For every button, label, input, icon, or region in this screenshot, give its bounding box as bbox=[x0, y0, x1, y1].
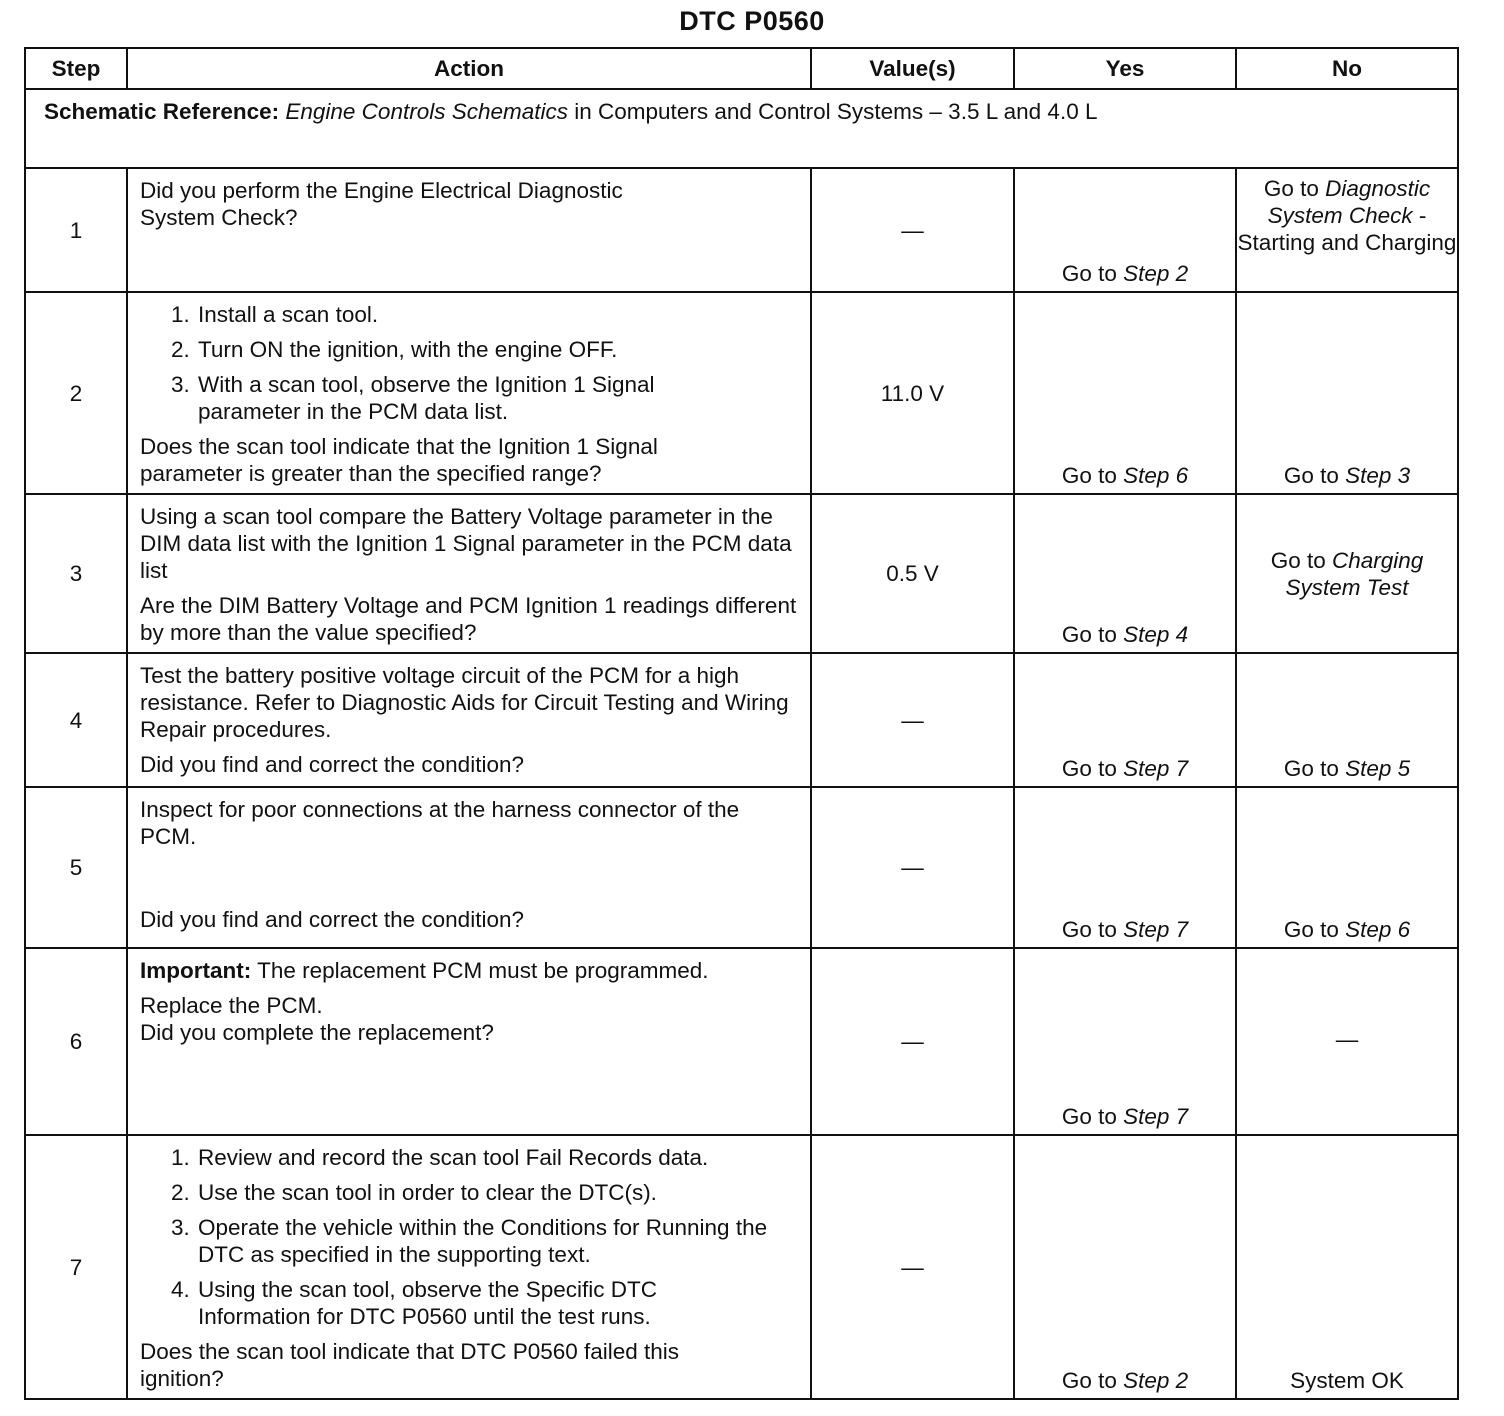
list-item: 4. Using the scan tool, observe the Specific DTC Information for DTC P0560 until the test runs. bbox=[196, 1276, 800, 1330]
table-row bbox=[25, 948, 1458, 1135]
yes-cell bbox=[1014, 494, 1236, 653]
no-prefix: Go to bbox=[1283, 917, 1346, 942]
yes-prefix: Go to bbox=[1061, 622, 1124, 647]
action-list bbox=[140, 301, 800, 425]
yes-step-link[interactable]: Step 2 bbox=[1123, 1368, 1189, 1393]
important-label: Important: bbox=[140, 958, 252, 983]
value-cell: 0.5 V bbox=[811, 494, 1014, 653]
yes-cell bbox=[1014, 1135, 1236, 1399]
no-step-link[interactable]: Step 3 bbox=[1345, 463, 1411, 488]
action-question: Did you find and correct the condition? bbox=[140, 752, 524, 777]
no-cell: System OK bbox=[1236, 1135, 1458, 1399]
action-text: Test the battery positive voltage circuit of the PCM for a high resistance. Refer to Diagnostic Aids for Circuit Testing and Wiring Repair procedures. bbox=[140, 663, 789, 742]
action-cell bbox=[127, 787, 811, 948]
important-text: The replacement PCM must be programmed. bbox=[251, 958, 709, 983]
action-question: Did you find and correct the condition? bbox=[140, 907, 524, 932]
step-number: 4 bbox=[25, 653, 127, 787]
no-cell bbox=[1236, 653, 1458, 787]
no-prefix: Go to bbox=[1270, 547, 1332, 573]
no-step-link[interactable]: Step 6 bbox=[1345, 917, 1411, 942]
no-ref-link[interactable]: Charging System Test bbox=[1285, 547, 1424, 600]
yes-step-link[interactable]: Step 7 bbox=[1123, 917, 1189, 942]
action-text: Replace the PCM. bbox=[140, 993, 323, 1018]
yes-prefix: Go to bbox=[1061, 261, 1124, 286]
value-cell: — bbox=[811, 653, 1014, 787]
header-step: Step bbox=[25, 48, 127, 89]
action-question: Does the scan tool indicate that the Ignition 1 Signal parameter is greater than the specified range? bbox=[140, 434, 658, 486]
yes-step-link[interactable]: Step 6 bbox=[1123, 463, 1189, 488]
no-prefix: Go to bbox=[1263, 176, 1326, 201]
value-cell: — bbox=[811, 1135, 1014, 1399]
action-list bbox=[140, 1144, 800, 1330]
action-text: Using a scan tool compare the Battery Voltage parameter in the DIM data list with the Ignition 1 Signal parameter in the PCM data list bbox=[140, 504, 792, 583]
action-cell bbox=[127, 168, 811, 292]
action-cell bbox=[127, 494, 811, 653]
schematic-label: Schematic Reference: bbox=[44, 99, 280, 124]
list-item: 3. Operate the vehicle within the Conditions for Running the DTC as specified in the supporting text. bbox=[196, 1214, 800, 1268]
yes-cell bbox=[1014, 292, 1236, 494]
action-text: Did you perform the Engine Electrical Diagnostic System Check? bbox=[140, 178, 623, 230]
no-cell bbox=[1236, 787, 1458, 948]
action-cell bbox=[127, 653, 811, 787]
table-row bbox=[25, 494, 1458, 653]
action-cell bbox=[127, 948, 811, 1135]
header-values: Value(s) bbox=[811, 48, 1014, 89]
yes-prefix: Go to bbox=[1061, 463, 1124, 488]
yes-prefix: Go to bbox=[1061, 1104, 1124, 1129]
diagnostic-table bbox=[24, 47, 1459, 1400]
schematic-ref-link[interactable]: Engine Controls Schematics bbox=[285, 99, 569, 124]
action-question: Does the scan tool indicate that DTC P0560 failed this ignition? bbox=[140, 1339, 680, 1391]
page-title: DTC P0560 bbox=[679, 6, 825, 36]
schematic-reference bbox=[25, 89, 1458, 168]
list-item: 1. Install a scan tool. bbox=[196, 301, 800, 328]
schematic-ref-rest: in Computers and Control Systems – 3.5 L and 4.0 L bbox=[568, 99, 1098, 124]
no-suffix: - Starting and Charging bbox=[1237, 203, 1457, 255]
schematic-row bbox=[25, 89, 1458, 168]
yes-step-link[interactable]: Step 4 bbox=[1123, 622, 1189, 647]
no-cell bbox=[1236, 292, 1458, 494]
table-row bbox=[25, 1135, 1458, 1399]
list-item: 2. Use the scan tool in order to clear the DTC(s). bbox=[196, 1179, 800, 1206]
yes-prefix: Go to bbox=[1061, 1368, 1124, 1393]
step-number: 2 bbox=[25, 292, 127, 494]
step-number: 3 bbox=[25, 494, 127, 653]
header-row bbox=[25, 48, 1458, 89]
list-item: 2. Turn ON the ignition, with the engine OFF. bbox=[196, 336, 800, 363]
action-cell bbox=[127, 1135, 811, 1399]
no-step-link[interactable]: Step 5 bbox=[1345, 756, 1411, 781]
important-note bbox=[140, 957, 800, 984]
yes-step-link[interactable]: Step 7 bbox=[1123, 756, 1189, 781]
table-row bbox=[25, 653, 1458, 787]
step-number: 5 bbox=[25, 787, 127, 948]
yes-step-link[interactable]: Step 2 bbox=[1123, 261, 1189, 286]
action-question: Did you complete the replacement? bbox=[140, 1020, 494, 1045]
value-cell: — bbox=[811, 168, 1014, 292]
list-item: 1. Review and record the scan tool Fail Records data. bbox=[196, 1144, 800, 1171]
yes-prefix: Go to bbox=[1061, 917, 1124, 942]
value-cell: 11.0 V bbox=[811, 292, 1014, 494]
action-cell bbox=[127, 292, 811, 494]
action-question: Are the DIM Battery Voltage and PCM Ignition 1 readings different by more than the value specified? bbox=[140, 593, 797, 645]
yes-cell bbox=[1014, 168, 1236, 292]
yes-cell bbox=[1014, 948, 1236, 1135]
value-cell: — bbox=[811, 787, 1014, 948]
yes-prefix: Go to bbox=[1061, 756, 1124, 781]
step-number: 7 bbox=[25, 1135, 127, 1399]
yes-step-link[interactable]: Step 7 bbox=[1123, 1104, 1189, 1129]
value-cell: — bbox=[811, 948, 1014, 1135]
step-number: 1 bbox=[25, 168, 127, 292]
no-cell bbox=[1236, 168, 1458, 292]
table-row bbox=[25, 787, 1458, 948]
yes-cell bbox=[1014, 653, 1236, 787]
action-text: Inspect for poor connections at the harness connector of the PCM. bbox=[140, 797, 740, 849]
table-row bbox=[25, 168, 1458, 292]
list-item: 3. With a scan tool, observe the Ignition 1 Signal parameter in the PCM data list. bbox=[196, 371, 800, 425]
header-action: Action bbox=[127, 48, 811, 89]
header-yes: Yes bbox=[1014, 48, 1236, 89]
table-row bbox=[25, 292, 1458, 494]
header-no: No bbox=[1236, 48, 1458, 89]
yes-cell bbox=[1014, 787, 1236, 948]
no-prefix: Go to bbox=[1283, 463, 1346, 488]
no-cell bbox=[1236, 494, 1458, 653]
step-number: 6 bbox=[25, 948, 127, 1135]
no-prefix: Go to bbox=[1283, 756, 1346, 781]
no-cell: — bbox=[1236, 948, 1458, 1135]
no-ref-link[interactable]: Diagnostic System Check bbox=[1267, 176, 1431, 228]
